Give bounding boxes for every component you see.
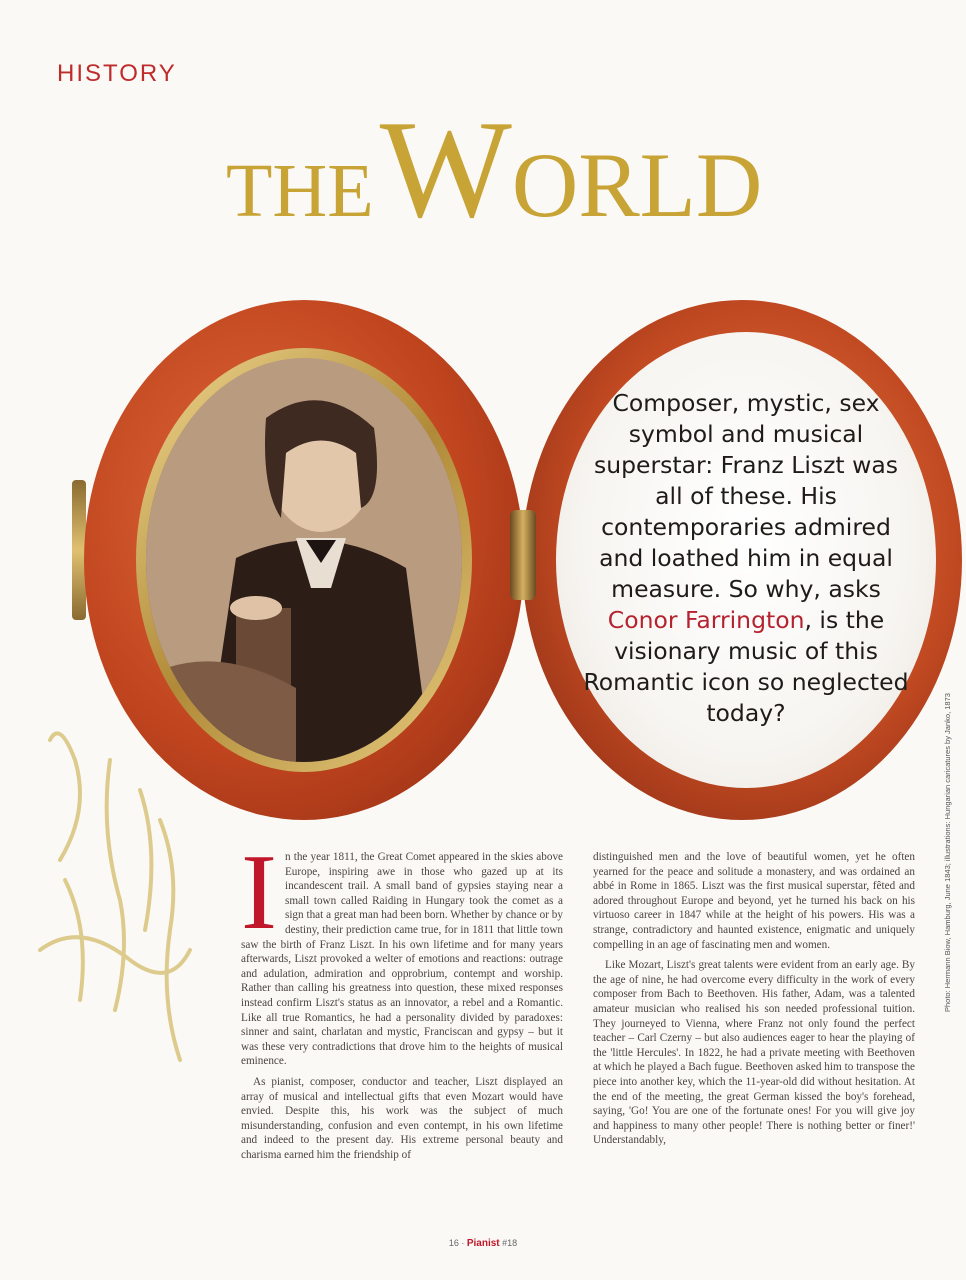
paragraph [241,833,563,1069]
photo-credit: Photo: Hermann Biow, Hamburg, June 1843; illustrations: Hungarian caricatures by Janko, 1873 [943,693,952,1012]
headline-orld: ORLD [511,134,763,236]
paragraph: distinguished men and the love of beautiful women, yet he often yearned for the peace and solitude a monastery, and was ordained an abbé in Rome in 1865. Liszt was the first musical superstar, fêted and adored throughout Europe and beyond, yet he turned his back on his virtuoso career in 1847 while at the height of his powers. His was a strange, contradictory and haunted existence, enigmatic and uniquely compelling in an age of fascinating men and women. [593,851,915,951]
headline-the: THE [226,149,374,233]
standfirst [581,388,911,729]
headline [226,92,763,247]
paragraph: Like Mozart, Liszt's great talents were evident from an early age. By the age of nine, he had overcome every difficulty in the work of every composer from Bach to Beethoven. His father, Adam, was a talented amateur musician who realised his son needed professional tuition. They journeyed to Vienna, where Franz not only found the perfect teacher – Carl Czerny – but also audiences eager to hear the playing of the 'little Hercules'. In 1822, he had a private meeting with Beethoven at which he played a Bach fugue. Beethoven asked him to transpose the piece into another key, which the 11-year-old did without hesitation. At the end of the meeting, the great German kissed the boy's forehead, saying, 'Go! You are one of the fortunate ones! For you will give joy and happiness to many other people! There is nothing better or finer!' Understandably, [593,959,915,1147]
paragraph: As pianist, composer, conductor and teacher, Liszt displayed an array of musical and intellectual gifts that even Mozart would have envied. Despite this, his work was the subject of much misunderstanding, confusion and even contempt, in his own lifetime and indeed to the present day. His extreme personal beauty and charisma earned him the friendship of [241,1075,563,1161]
paragraph-text: n the year 1811, the Great Comet appeared in the skies above Europe, inspiring awe in those who gazed up at its incandescent trail. A small band of gypsies staying near a small town called Raiding in Hungary took the comet as a sign that a great man had been born. Whether by chance or by destiny, their prediction came true, for in 1811 that little town saw the birth of Franz Liszt. In his own lifetime and for many years afterwards, Liszt provoked a welter of emotions and reactions: outrage and adulation, admiration and opprobrium, contempt and worship. Rather than calling his greatness into question, these mixed responses instead confirm Liszt's status as an innovator, a rebel and a Romantic. Like all true Romantics, he had a personality divided by paradoxes: sinner and saint, charlatan and mystic, Franciscan and gypsy – but it was these very contradictions that drove him to the heights of musical eminence. [241,851,563,1068]
article-column-1 [241,833,563,1168]
headline-w: W [379,92,512,247]
standfirst-lead: Composer, mystic, sex symbol and musical superstar: Franz Liszt was all of these. His contemporaries admired and loathed him in equal measure. So why, asks [594,388,898,603]
locket-image [40,300,966,820]
author-name: Conor Farrington [607,605,805,634]
locket-clasp [510,510,536,600]
magazine-name: Pianist [466,1238,500,1249]
page-number: 16 [448,1238,459,1248]
article-column-2 [593,850,915,1154]
folio-separator: · [458,1238,467,1248]
drop-cap: I [241,833,277,952]
page-folio [0,1238,966,1249]
section-label: HISTORY [57,60,177,87]
liszt-portrait-photo [146,358,462,762]
issue-number: #18 [502,1238,518,1248]
standfirst-tail: , is the visionary music of this Romantic icon so neglected today? [583,605,909,727]
standfirst-oval [556,332,936,788]
